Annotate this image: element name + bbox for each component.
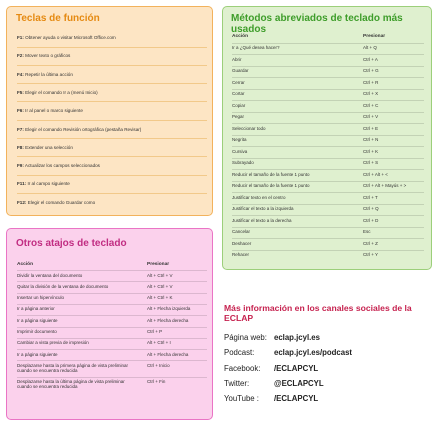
- other-shortcut-keys: Alt + Flecha izquierda: [147, 306, 191, 312]
- function-key-row: [17, 163, 212, 169]
- other-shortcut-keys: Ctrl + P: [147, 329, 163, 334]
- methods-col-action: Acción: [232, 34, 248, 39]
- row-divider: [232, 66, 424, 67]
- social-channel-label: YouTube :: [224, 394, 259, 404]
- social-channel-label: Facebook:: [224, 363, 261, 373]
- social-channel-link[interactable]: /ECLAPCYL: [274, 394, 319, 404]
- method-action: Rehacer: [232, 252, 250, 257]
- other-shortcut-action: Imprimir documento: [17, 329, 57, 334]
- method-action: Reducir el tamaño de la fuente 1 punto: [232, 183, 310, 188]
- social-channel-label: Página web:: [224, 333, 267, 342]
- social-channel-link[interactable]: eclap.jcyl.es/podcast: [274, 348, 353, 358]
- other-shortcut-keys: Alt + Ctrl + K: [147, 295, 173, 301]
- method-keys: Ctrl + T: [363, 194, 378, 200]
- function-key-row: [17, 200, 212, 206]
- method-action: Cursiva: [232, 148, 248, 154]
- other-shortcut-keys: Alt + Flecha derecha: [147, 351, 189, 357]
- other-shortcut-action: Dividir la ventana del documento: [17, 272, 83, 278]
- row-divider: [232, 169, 424, 170]
- method-action: Deshacer: [232, 240, 252, 246]
- method-action: Cortar: [232, 91, 245, 96]
- function-key-description: Ir al panel o marco siguiente: [23, 108, 83, 114]
- row-divider: [17, 193, 207, 194]
- other-col-action: Acción: [17, 262, 33, 267]
- function-key-description: Actualizar los campos seleccionados: [23, 163, 100, 169]
- method-keys: Ctrl + Q: [363, 206, 379, 211]
- row-divider: [17, 293, 207, 294]
- shortcut-methods-title: Métodos abreviados de teclado más usados: [231, 13, 403, 35]
- method-keys: Alt + Q: [363, 45, 377, 50]
- function-key-name: F2:: [17, 53, 24, 59]
- function-key-row: [17, 127, 212, 133]
- function-key-description: Repetir la última acción: [23, 71, 73, 77]
- row-divider: [17, 120, 207, 121]
- other-shortcut-action: Desplazarse hasta la última página de vista preliminar cuando se encuentra reducida: [17, 379, 125, 390]
- other-shortcut-keys: Ctrl + Inicio: [147, 362, 170, 368]
- other-shortcut-action: Insertar un hipervínculo: [17, 295, 65, 301]
- social-channel-label: Podcast:: [224, 348, 255, 358]
- function-key-description: Ir al campo siguiente: [26, 181, 70, 187]
- method-action: Subrayado: [232, 160, 254, 165]
- function-key-description: Elegir el comando Ir a (menú Inicio): [23, 89, 98, 95]
- method-action: Cancelar: [232, 229, 251, 234]
- row-divider: [232, 135, 424, 136]
- other-shortcut-action: Ir a página siguiente: [17, 317, 58, 323]
- row-divider: [232, 100, 424, 101]
- row-divider: [232, 215, 424, 216]
- function-key-name: F5:: [17, 89, 24, 95]
- method-keys: Ctrl + R: [363, 79, 379, 85]
- row-divider: [17, 360, 207, 361]
- row-divider: [17, 65, 207, 66]
- method-action: Reducir el tamaño de la fuente 1 punto: [232, 171, 310, 177]
- row-divider: [17, 47, 207, 48]
- function-key-name: F9:: [17, 163, 24, 169]
- row-divider: [17, 270, 207, 271]
- other-col-press: Presionar: [147, 262, 170, 267]
- method-action: Guardar: [232, 68, 249, 73]
- function-key-description: Obtener ayuda o visitar Microsoft Office.com: [23, 35, 116, 40]
- function-key-name: F4:: [17, 71, 24, 77]
- method-action: Copiar: [232, 102, 246, 108]
- row-divider: [232, 238, 424, 239]
- other-shortcuts-panel: [6, 228, 213, 420]
- other-shortcut-keys: Alt + Ctrl + I: [147, 340, 171, 346]
- row-divider: [17, 101, 207, 102]
- method-keys: Ctrl + V: [363, 114, 379, 119]
- other-shortcut-keys: Ctrl + Fin: [147, 379, 166, 385]
- other-shortcut-keys: Alt + Ctrl + V: [147, 272, 173, 278]
- row-divider: [17, 327, 207, 328]
- method-action: Justificar el texto a la izquierda: [232, 206, 294, 211]
- row-divider: [17, 83, 207, 84]
- function-key-description: Extender una selección: [23, 144, 73, 150]
- row-divider: [17, 175, 207, 176]
- row-divider: [232, 112, 424, 113]
- method-keys: Ctrl + N: [363, 137, 379, 142]
- social-channel-link[interactable]: @ECLAPCYL: [274, 378, 324, 388]
- method-keys: Ctrl + Alt + Mayús + >: [363, 183, 407, 188]
- function-key-description: Mover texto o gráficos: [23, 53, 71, 59]
- row-divider: [232, 43, 424, 44]
- function-key-name: F1:: [17, 35, 24, 40]
- function-key-name: F11:: [17, 181, 27, 187]
- row-divider: [17, 338, 207, 339]
- method-keys: Esc: [363, 229, 371, 234]
- function-keys-title: Teclas de función: [16, 13, 100, 24]
- function-key-row: [17, 53, 212, 59]
- method-keys: Ctrl + X: [363, 91, 379, 96]
- method-action: Abrir: [232, 56, 242, 62]
- row-divider: [232, 181, 424, 182]
- function-key-row: [17, 145, 212, 151]
- shortcut-methods-panel: [222, 6, 432, 270]
- function-key-name: F8:: [17, 144, 24, 150]
- other-shortcut-action: Desplazarse hasta la primera página de vista preliminar cuando se encuentra reducida: [17, 362, 129, 373]
- method-keys: Ctrl + A: [363, 56, 378, 62]
- function-keys-panel: [6, 6, 213, 216]
- function-key-row: [17, 108, 212, 114]
- row-divider: [232, 250, 424, 251]
- other-shortcut-action: Ir a página anterior: [17, 306, 55, 312]
- method-keys: Ctrl + Y: [363, 252, 379, 257]
- method-action: Ir a ¿Qué desea hacer?: [232, 45, 280, 50]
- social-channel-link[interactable]: eclap.jcyl.es: [274, 333, 320, 342]
- method-keys: Ctrl + D: [363, 217, 379, 223]
- method-action: Pegar: [232, 114, 245, 119]
- function-key-description: Elegir el comando Revisión ortográfica (pestaña Revisar): [23, 126, 142, 132]
- function-key-row: [17, 181, 212, 187]
- row-divider: [17, 377, 207, 378]
- row-divider: [232, 192, 424, 193]
- row-divider: [232, 227, 424, 228]
- function-key-name: F6:: [17, 108, 24, 114]
- social-channel-label: Twitter:: [224, 378, 250, 388]
- row-divider: [232, 146, 424, 147]
- method-keys: Ctrl + C: [363, 102, 379, 108]
- row-divider: [232, 77, 424, 78]
- method-keys: Ctrl + Alt + <: [363, 171, 388, 177]
- function-key-row: [17, 35, 212, 41]
- row-divider: [232, 54, 424, 55]
- row-divider: [17, 138, 207, 139]
- row-divider: [232, 204, 424, 205]
- row-divider: [17, 156, 207, 157]
- method-action: Justificar texto en el centro: [232, 194, 286, 200]
- row-divider: [17, 304, 207, 305]
- method-action: Negrita: [232, 137, 247, 142]
- more-info-title: Más información en los canales sociales de la ECLAP: [224, 303, 412, 323]
- method-keys: Ctrl + Z: [363, 240, 378, 246]
- function-key-description: Elegir el comando Guardar como: [26, 199, 96, 205]
- function-key-row: [17, 90, 212, 96]
- other-shortcut-keys: Alt + Flecha derecha: [147, 317, 189, 323]
- method-action: Justificar el texto a la derecha: [232, 217, 292, 223]
- method-keys: Ctrl + E: [363, 125, 379, 131]
- method-action: Seleccionar todo: [232, 125, 266, 131]
- function-key-name: F12:: [17, 199, 27, 205]
- row-divider: [17, 349, 207, 350]
- social-channel-link[interactable]: /ECLAPCYL: [274, 363, 319, 373]
- other-shortcuts-title: Otros atajos de teclado: [16, 238, 127, 249]
- row-divider: [232, 89, 424, 90]
- other-shortcut-action: Ir a página siguiente: [17, 351, 58, 357]
- method-keys: Ctrl + S: [363, 160, 379, 165]
- methods-col-press: Presionar: [363, 34, 386, 39]
- row-divider: [232, 123, 424, 124]
- other-shortcut-action: Cambiar a vista previa de impresión: [17, 340, 89, 346]
- other-shortcut-action: Quitar la división de la ventana de documento: [17, 283, 109, 289]
- method-keys: Ctrl + K: [363, 148, 379, 154]
- other-shortcut-keys: Alt + Ctrl + V: [147, 283, 173, 289]
- row-divider: [17, 281, 207, 282]
- row-divider: [17, 315, 207, 316]
- row-divider: [232, 158, 424, 159]
- method-action: Cerrar: [232, 79, 245, 85]
- function-key-row: [17, 72, 212, 78]
- method-keys: Ctrl + G: [363, 68, 379, 73]
- function-key-name: F7:: [17, 126, 24, 132]
